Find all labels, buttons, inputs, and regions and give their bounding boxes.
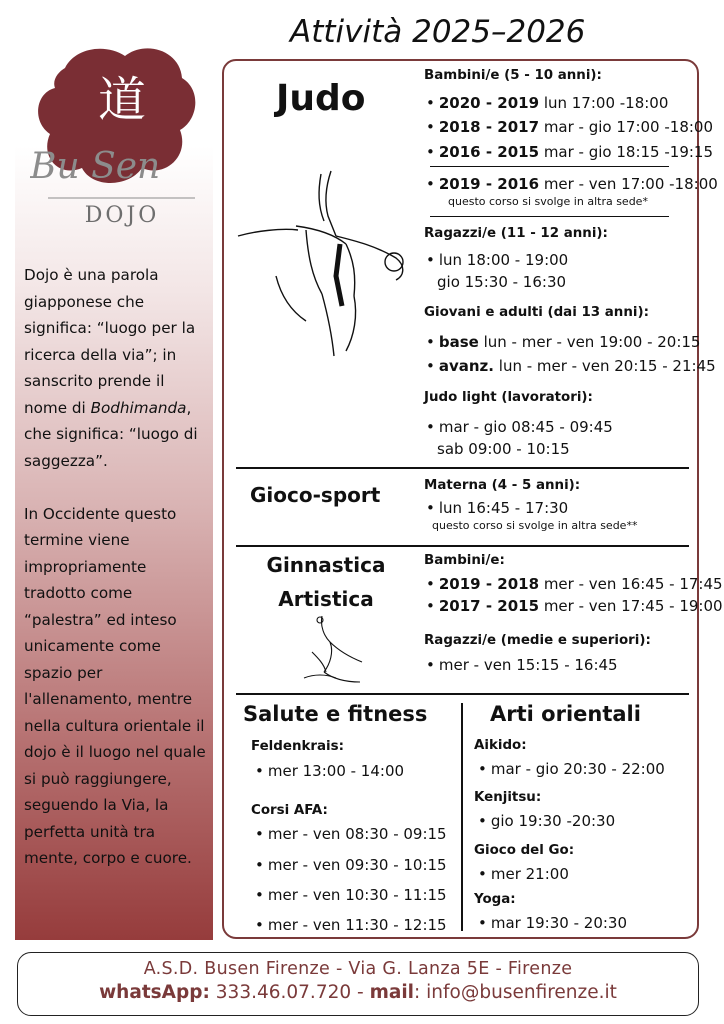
ginnastica-title-2: Artistica bbox=[278, 587, 374, 611]
judo-figure bbox=[236, 166, 416, 366]
judo-title: Judo bbox=[276, 78, 366, 119]
afa-heading: Corsi AFA: bbox=[251, 803, 328, 818]
section-divider bbox=[236, 693, 689, 695]
judo-light-line: • mar - gio 08:45 - 09:45 bbox=[426, 418, 613, 436]
divider bbox=[430, 166, 669, 167]
logo-text: Bu Sen bbox=[30, 146, 161, 187]
afa-time: • mer - ven 11:30 - 12:15 bbox=[255, 916, 447, 934]
column-divider bbox=[461, 703, 463, 931]
ginnastica-bambini-heading: Bambini/e: bbox=[424, 553, 505, 568]
arti-item-time: • mar 19:30 - 20:30 bbox=[478, 914, 627, 932]
intro-text bbox=[24, 262, 208, 898]
judo-ragazzi-line: gio 15:30 - 16:30 bbox=[437, 273, 567, 291]
intro-paragraph-1: Dojo è una parola giapponese che significa: “luogo per la ricerca della via”; in sanscrito prende il nome di Bodhimanda, che significa: “luogo di saggezza”. bbox=[24, 266, 198, 470]
page-title: Attività 2025–2026 bbox=[290, 14, 586, 50]
afa-time: • mer - ven 10:30 - 11:15 bbox=[255, 886, 447, 904]
arti-item-time: • gio 19:30 -20:30 bbox=[478, 812, 615, 830]
logo-sub: DOJO bbox=[84, 203, 160, 228]
footer-contacts: whatsApp: 333.46.07.720 - mail: info@busenfirenze.it bbox=[99, 982, 617, 1003]
gioco-note: questo corso si svolge in altra sede** bbox=[432, 519, 638, 532]
judo-bambini-row: • 2016 - 2015 mar - gio 18:15 -19:15 bbox=[426, 143, 713, 161]
mail-label: mail bbox=[369, 982, 415, 1003]
arti-title: Arti orientali bbox=[490, 702, 641, 726]
judo-bambini-row: • 2018 - 2017 mar - gio 17:00 -18:00 bbox=[426, 118, 713, 136]
busen-dojo-logo bbox=[30, 38, 210, 228]
arti-item-name: Yoga: bbox=[474, 892, 516, 907]
salute-title: Salute e fitness bbox=[243, 702, 428, 726]
logo-kanji: 道 bbox=[97, 72, 147, 128]
gioco-materna-line: • lun 16:45 - 17:30 bbox=[426, 499, 568, 517]
afa-time: • mer - ven 08:30 - 09:15 bbox=[255, 825, 447, 843]
gioco-materna-heading: Materna (4 - 5 anni): bbox=[424, 478, 581, 493]
judo-bambini-row: • 2020 - 2019 lun 17:00 -18:00 bbox=[426, 94, 668, 112]
judo-bambini-row: • 2019 - 2016 mer - ven 17:00 -18:00 bbox=[426, 175, 718, 193]
whatsapp-label: whatsApp: bbox=[99, 982, 210, 1003]
judo-ragazzi-heading: Ragazzi/e (11 - 12 anni): bbox=[424, 226, 608, 241]
arti-item-time: • mar - gio 20:30 - 22:00 bbox=[478, 760, 665, 778]
judo-bambini-note: questo corso si svolge in altra sede* bbox=[448, 195, 648, 208]
arti-item-name: Kenjitsu: bbox=[474, 790, 542, 805]
arti-item-name: Aikido: bbox=[474, 738, 527, 753]
ginnastica-row: • 2019 - 2018 mer - ven 16:45 - 17:45 bbox=[426, 575, 723, 593]
ginnastica-title-1: Ginnastica bbox=[266, 553, 386, 577]
gioco-sport-title: Gioco-sport bbox=[250, 483, 381, 507]
feldenkrais-time: • mer 13:00 - 14:00 bbox=[255, 762, 404, 780]
ginnastica-ragazzi-line: • mer - ven 15:15 - 16:45 bbox=[426, 656, 618, 674]
afa-time: • mer - ven 09:30 - 10:15 bbox=[255, 856, 447, 874]
judo-light-line: sab 09:00 - 10:15 bbox=[437, 440, 570, 458]
email-address[interactable]: info@busenfirenze.it bbox=[426, 982, 617, 1003]
bodhimanda-term: Bodhimanda bbox=[90, 398, 187, 417]
phone-number[interactable]: 333.46.07.720 bbox=[215, 982, 352, 1003]
divider bbox=[430, 216, 669, 217]
ginnastica-ragazzi-heading: Ragazzi/e (medie e superiori): bbox=[424, 633, 651, 648]
section-divider bbox=[236, 545, 689, 547]
ginnastica-row: • 2017 - 2015 mer - ven 17:45 - 19:00 bbox=[426, 597, 723, 615]
judo-giovani-row: • avanz. lun - mer - ven 20:15 - 21:45 bbox=[426, 357, 716, 375]
footer-address: A.S.D. Busen Firenze - Via G. Lanza 5E - Firenze bbox=[143, 959, 573, 979]
judo-giovani-heading: Giovani e adulti (dai 13 anni): bbox=[424, 305, 649, 320]
intro-paragraph-2: In Occidente questo termine viene impropriamente tradotto come “palestra” ed inteso unicamente come spazio per l'allenamento, mentre nella cultura orientale il dojo è il luogo nel quale si può raggiungere, seguendo la Via, la perfetta unità tra mente, corpo e cuore. bbox=[24, 504, 206, 867]
arti-item-time: • mer 21:00 bbox=[478, 865, 569, 883]
judo-ragazzi-line: • lun 18:00 - 19:00 bbox=[426, 251, 568, 269]
feldenkrais-heading: Feldenkrais: bbox=[251, 739, 344, 754]
arti-item-name: Gioco del Go: bbox=[474, 843, 575, 858]
judo-light-heading: Judo light (lavoratori): bbox=[424, 390, 593, 405]
judo-bambini-heading: Bambini/e (5 - 10 anni): bbox=[424, 68, 602, 83]
judo-giovani-row: • base lun - mer - ven 19:00 - 20:15 bbox=[426, 333, 700, 351]
gymnast-figure bbox=[300, 612, 364, 686]
section-divider bbox=[236, 467, 689, 469]
footer-contact-box bbox=[17, 952, 699, 1016]
